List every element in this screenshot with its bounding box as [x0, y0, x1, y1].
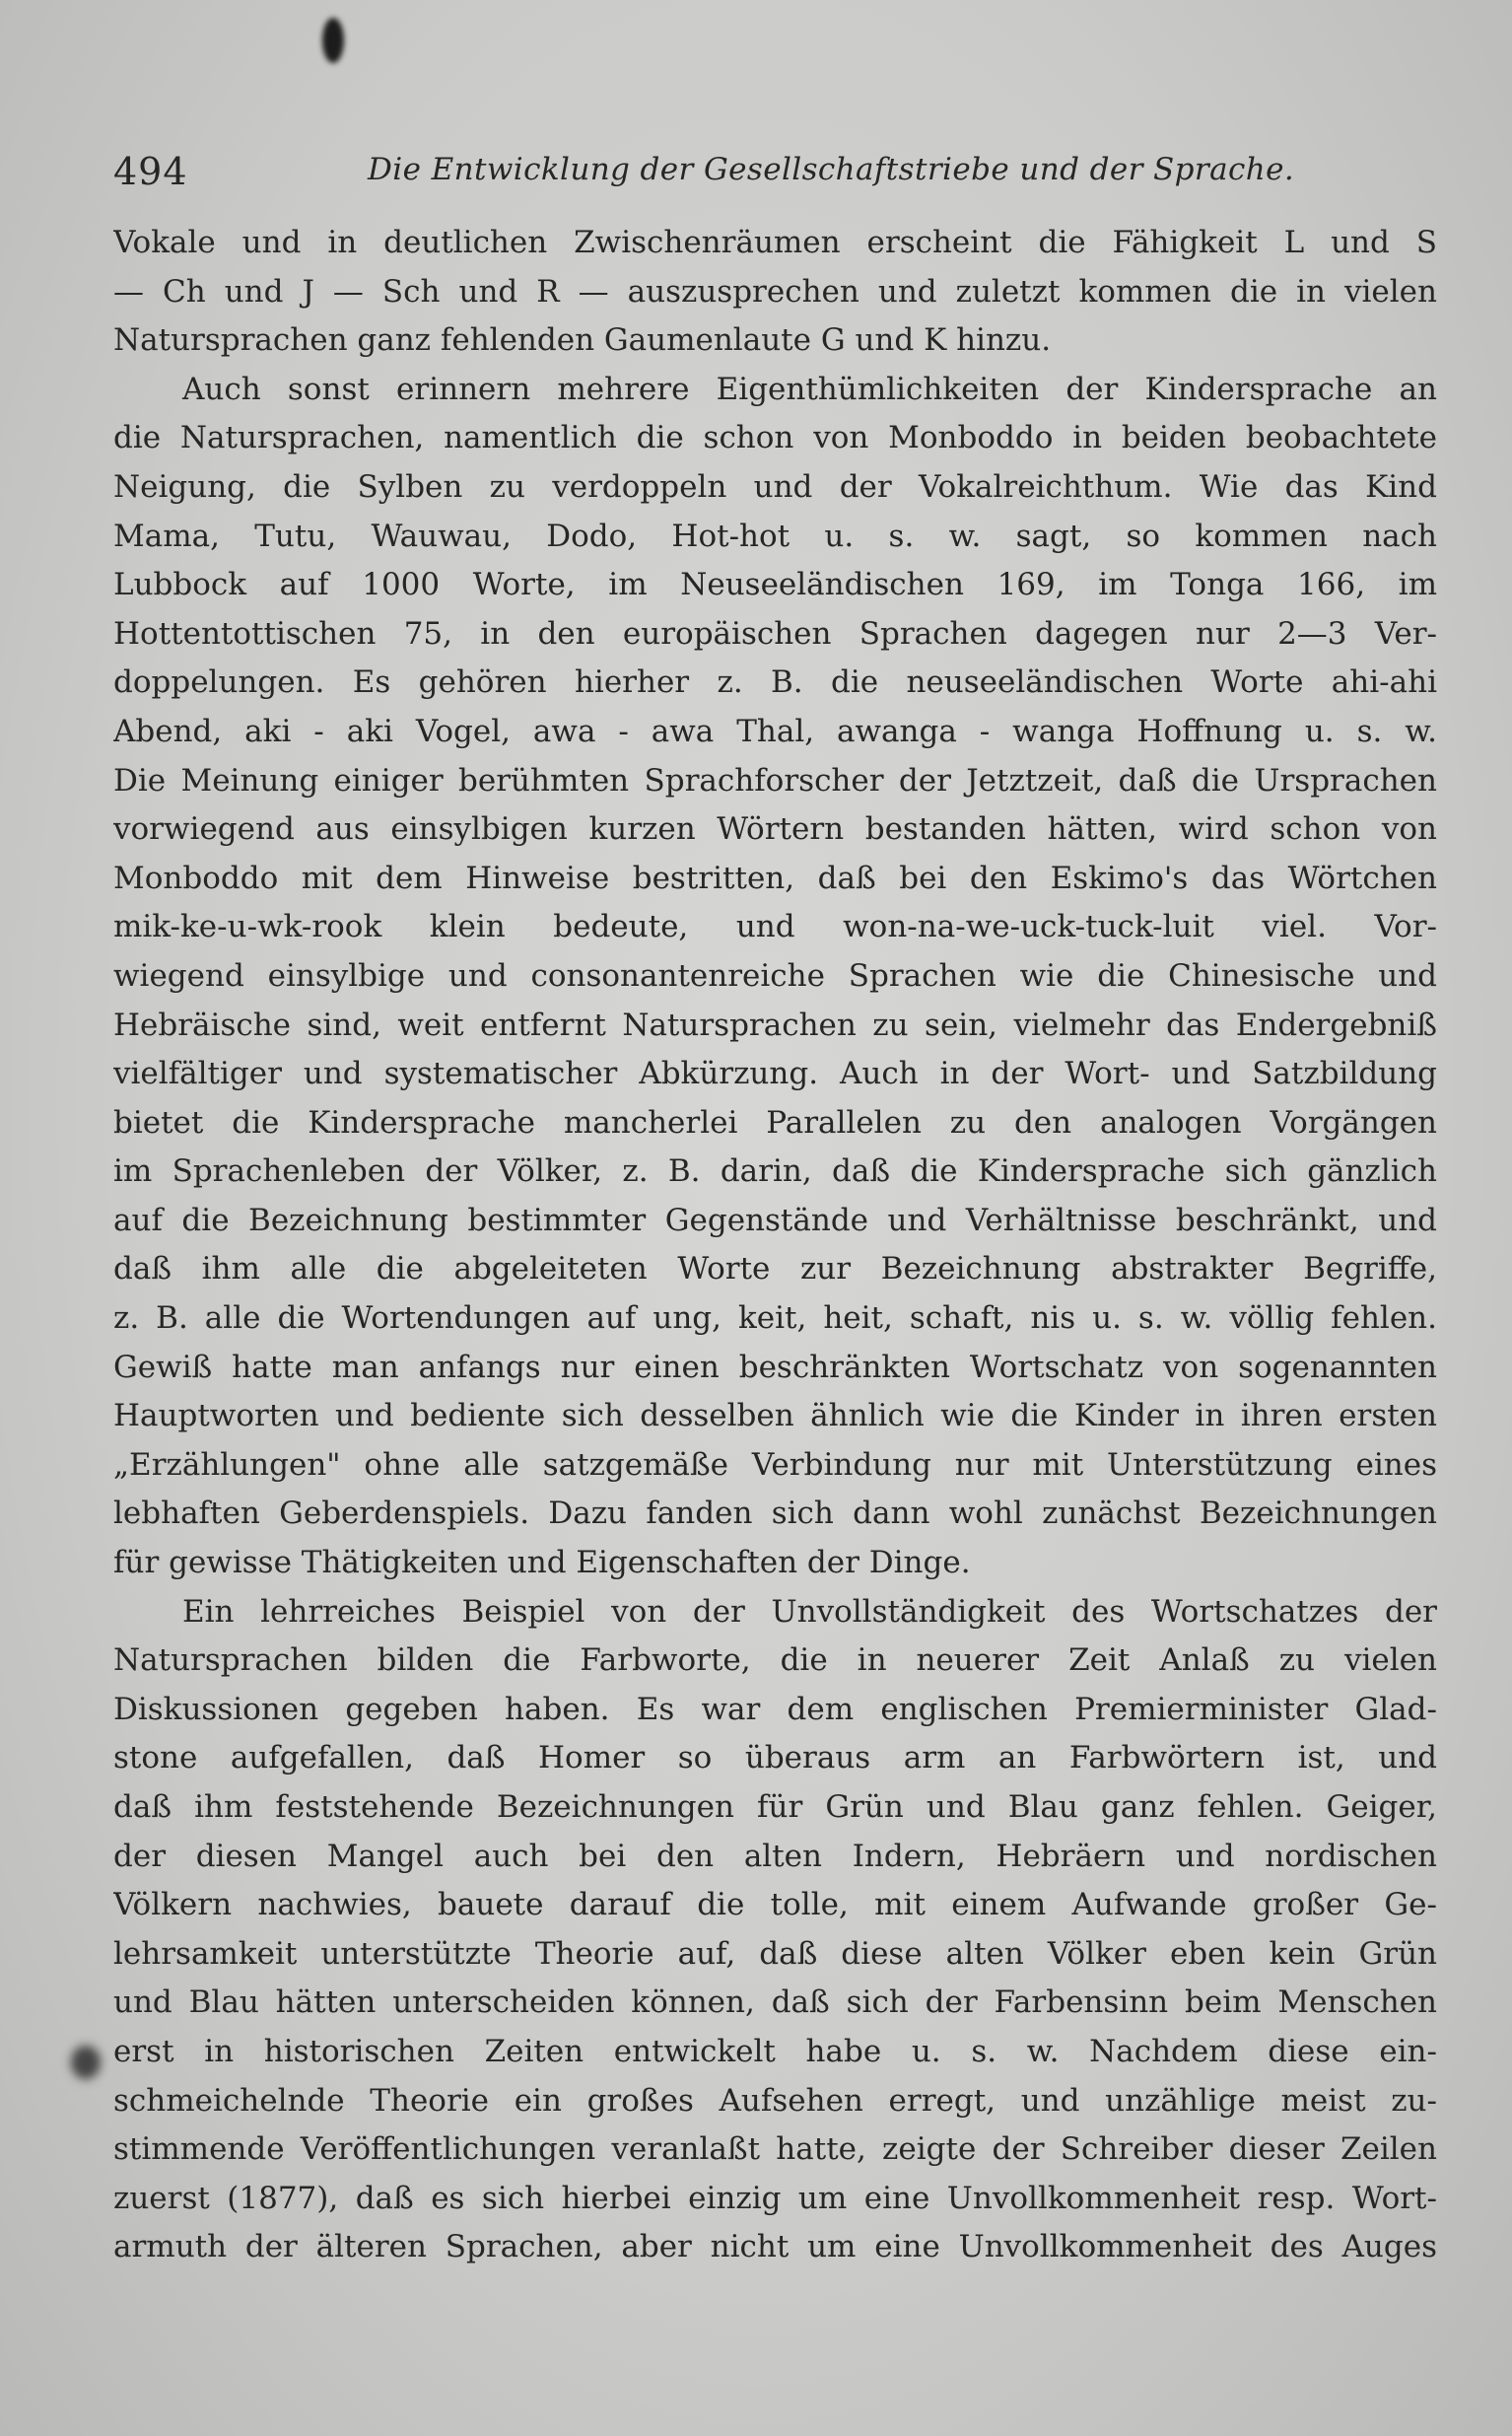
text-line: z. B. alle die Wortendungen auf ung, keit, heit, schaft, nis u. s. w. völlig fehlen. — [113, 1300, 1437, 1337]
body-text — [113, 219, 1437, 2272]
text-line: bietet die Kindersprache mancherlei Parallelen zu den analogen Vorgängen — [113, 1104, 1437, 1141]
page-number: 494 — [113, 150, 188, 193]
running-title: Die Entwicklung der Gesellschaftstriebe und der Sprache. — [368, 152, 1295, 187]
text-line: armuth der älteren Sprachen, aber nicht um eine Unvollkommenheit des Auges — [113, 2229, 1437, 2265]
text-line: lebhaften Geberdenspiels. Dazu fanden sich dann wohl zunächst Bezeichnungen — [113, 1496, 1437, 1532]
text-line: Hauptworten und bediente sich desselben ähnlich wie die Kinder in ihren ersten — [113, 1398, 1437, 1434]
text-line: Vokale und in deutlichen Zwischenräumen erscheint die Fähigkeit L und S — [113, 225, 1437, 260]
text-line: — Ch und J — Sch und R — auszusprechen und zuletzt kommen die in vielen — [113, 273, 1437, 310]
text-line: Abend, aki - aki Vogel, awa - awa Thal, awanga - wanga Hoffnung u. s. w. — [113, 713, 1437, 749]
text-line: wiegend einsylbige und consonantenreiche Sprachen wie die Chinesische und — [113, 957, 1437, 994]
text-line: vielfältiger und systematischer Abkürzung. Auch in der Wort- und Satzbildung — [113, 1056, 1437, 1092]
text-line: Natursprachen bilden die Farbworte, die in neuerer Zeit Anlaß zu vielen — [113, 1642, 1437, 1679]
text-line: vorwiegend aus einsylbigen kurzen Wörtern bestanden hätten, wird schon von — [113, 811, 1437, 848]
text-line: Auch sonst erinnern mehrere Eigenthümlichkeiten der Kindersprache an — [182, 371, 1437, 407]
text-line: und Blau hätten unterscheiden können, daß sich der Farbensinn beim Menschen — [113, 1984, 1437, 2021]
text-line: erst in historischen Zeiten entwickelt habe u. s. w. Nachdem diese ein- — [113, 2033, 1437, 2069]
text-line: die Natursprachen, namentlich die schon von Monboddo in beiden beobachtete — [113, 420, 1437, 456]
ink-blot — [322, 18, 344, 63]
text-line: schmeichelnde Theorie ein großes Aufsehen erregt, und unzählige meist zu- — [113, 2082, 1437, 2119]
text-line: auf die Bezeichnung bestimmter Gegenstände und Verhältnisse beschränkt, und — [113, 1202, 1437, 1238]
text-line: stimmende Veröffentlichungen veranlaßt hatte, zeigte der Schreiber dieser Zeilen — [113, 2131, 1437, 2168]
text-line: Hebräische sind, weit entfernt Natursprachen zu sein, vielmehr das Endergebniß — [113, 1007, 1437, 1043]
text-line: daß ihm feststehende Bezeichnungen für Grün und Blau ganz fehlen. Geiger, — [113, 1789, 1437, 1825]
text-line: Ein lehrreiches Beispiel von der Unvollständigkeit des Wortschatzes der — [182, 1593, 1437, 1630]
text-line: Diskussionen gegeben haben. Es war dem englischen Premierminister Glad- — [113, 1691, 1437, 1727]
text-line: „Erzählungen" ohne alle satzgemäße Verbindung nur mit Unterstützung eines — [113, 1446, 1437, 1483]
text-line: Natursprachen ganz fehlenden Gaumenlaute G und K hinzu. — [113, 322, 1052, 359]
text-line: Völkern nachwies, bauete darauf die tolle, mit einem Aufwande großer Ge- — [113, 1887, 1437, 1923]
text-line: im Sprachenleben der Völker, z. B. darin, daß die Kindersprache sich gänzlich — [113, 1153, 1437, 1190]
text-line: mik-ke-u-wk-rook klein bedeute, und won-na-we-uck-tuck-luit viel. Vor- — [113, 909, 1437, 945]
text-line: Die Meinung einiger berühmten Sprachforscher der Jetztzeit, daß die Ursprachen — [113, 762, 1437, 799]
text-line: Monboddo mit dem Hinweise bestritten, daß bei den Eskimo's das Wörtchen — [113, 860, 1437, 896]
ink-smudge — [71, 2046, 101, 2079]
page-header — [113, 148, 1454, 207]
text-line: Hottentottischen 75, in den europäischen Sprachen dagegen nur 2—3 Ver- — [113, 615, 1437, 652]
text-line: der diesen Mangel auch bei den alten Indern, Hebräern und nordischen — [113, 1838, 1437, 1874]
text-line: Lubbock auf 1000 Worte, im Neuseeländischen 169, im Tonga 166, im — [113, 567, 1437, 603]
text-line: zuerst (1877), daß es sich hierbei einzig um eine Unvollkommenheit resp. Wort- — [113, 2180, 1437, 2216]
text-line: Mama, Tutu, Wauwau, Dodo, Hot-hot u. s. w. sagt, so kommen nach — [113, 518, 1437, 554]
text-line: Gewiß hatte man anfangs nur einen beschränkten Wortschatz von sogenannten — [113, 1349, 1437, 1385]
text-line: für gewisse Thätigkeiten und Eigenschaften der Dinge. — [113, 1545, 971, 1581]
text-line: Neigung, die Sylben zu verdoppeln und der Vokalreichthum. Wie das Kind — [113, 468, 1437, 505]
text-line: doppelungen. Es gehören hierher z. B. die neuseeländischen Worte ahi-ahi — [113, 664, 1437, 701]
text-line: daß ihm alle die abgeleiteten Worte zur Bezeichnung abstrakter Begriffe, — [113, 1251, 1437, 1288]
text-line: stone aufgefallen, daß Homer so überaus arm an Farbwörtern ist, und — [113, 1740, 1437, 1776]
text-line: lehrsamkeit unterstützte Theorie auf, daß diese alten Völker eben kein Grün — [113, 1935, 1437, 1972]
